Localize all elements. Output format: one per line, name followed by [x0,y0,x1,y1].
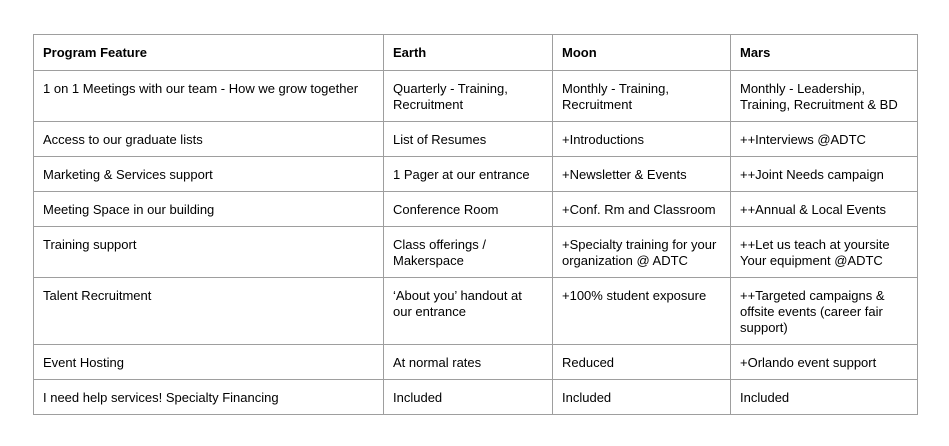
cell-earth: 1 Pager at our entrance [384,157,553,192]
table-row [34,278,918,345]
table-header-row [34,35,918,71]
cell-earth: Quarterly - Training, Recruitment [384,71,553,122]
cell-earth: Included [384,380,553,415]
cell-earth: ‘About you’ handout at our entrance [384,278,553,345]
cell-feature: Meeting Space in our building [34,192,384,227]
cell-feature: Marketing & Services support [34,157,384,192]
cell-mars: +Orlando event support [731,345,918,380]
header-moon: Moon [553,35,731,71]
cell-feature: Event Hosting [34,345,384,380]
header-program-feature: Program Feature [34,35,384,71]
cell-mars: ++Targeted campaigns & offsite events (career fair support) [731,278,918,345]
cell-moon: Reduced [553,345,731,380]
cell-moon: +Conf. Rm and Classroom [553,192,731,227]
table-row [34,227,918,278]
cell-moon: Monthly - Training, Recruitment [553,71,731,122]
table-row [34,345,918,380]
table-row [34,122,918,157]
table-row [34,71,918,122]
cell-moon: +Newsletter & Events [553,157,731,192]
cell-feature: Access to our graduate lists [34,122,384,157]
header-earth: Earth [384,35,553,71]
cell-mars: ++Joint Needs campaign [731,157,918,192]
cell-earth: Conference Room [384,192,553,227]
cell-earth: Class offerings / Makerspace [384,227,553,278]
cell-moon: +Specialty training for your organization @ ADTC [553,227,731,278]
table-row [34,192,918,227]
cell-earth: At normal rates [384,345,553,380]
cell-feature: Talent Recruitment [34,278,384,345]
header-mars: Mars [731,35,918,71]
cell-mars: Monthly - Leadership, Training, Recruitment & BD [731,71,918,122]
table-row [34,380,918,415]
table-row [34,157,918,192]
cell-mars: ++Annual & Local Events [731,192,918,227]
cell-feature: Training support [34,227,384,278]
cell-feature: 1 on 1 Meetings with our team - How we grow together [34,71,384,122]
cell-moon: +100% student exposure [553,278,731,345]
cell-moon: Included [553,380,731,415]
cell-mars: ++Let us teach at yoursite Your equipment @ADTC [731,227,918,278]
program-features-table-container [33,34,918,415]
cell-moon: +Introductions [553,122,731,157]
cell-mars: Included [731,380,918,415]
cell-feature: I need help services! Specialty Financing [34,380,384,415]
cell-earth: List of Resumes [384,122,553,157]
program-features-table [33,34,918,415]
cell-mars: ++Interviews @ADTC [731,122,918,157]
